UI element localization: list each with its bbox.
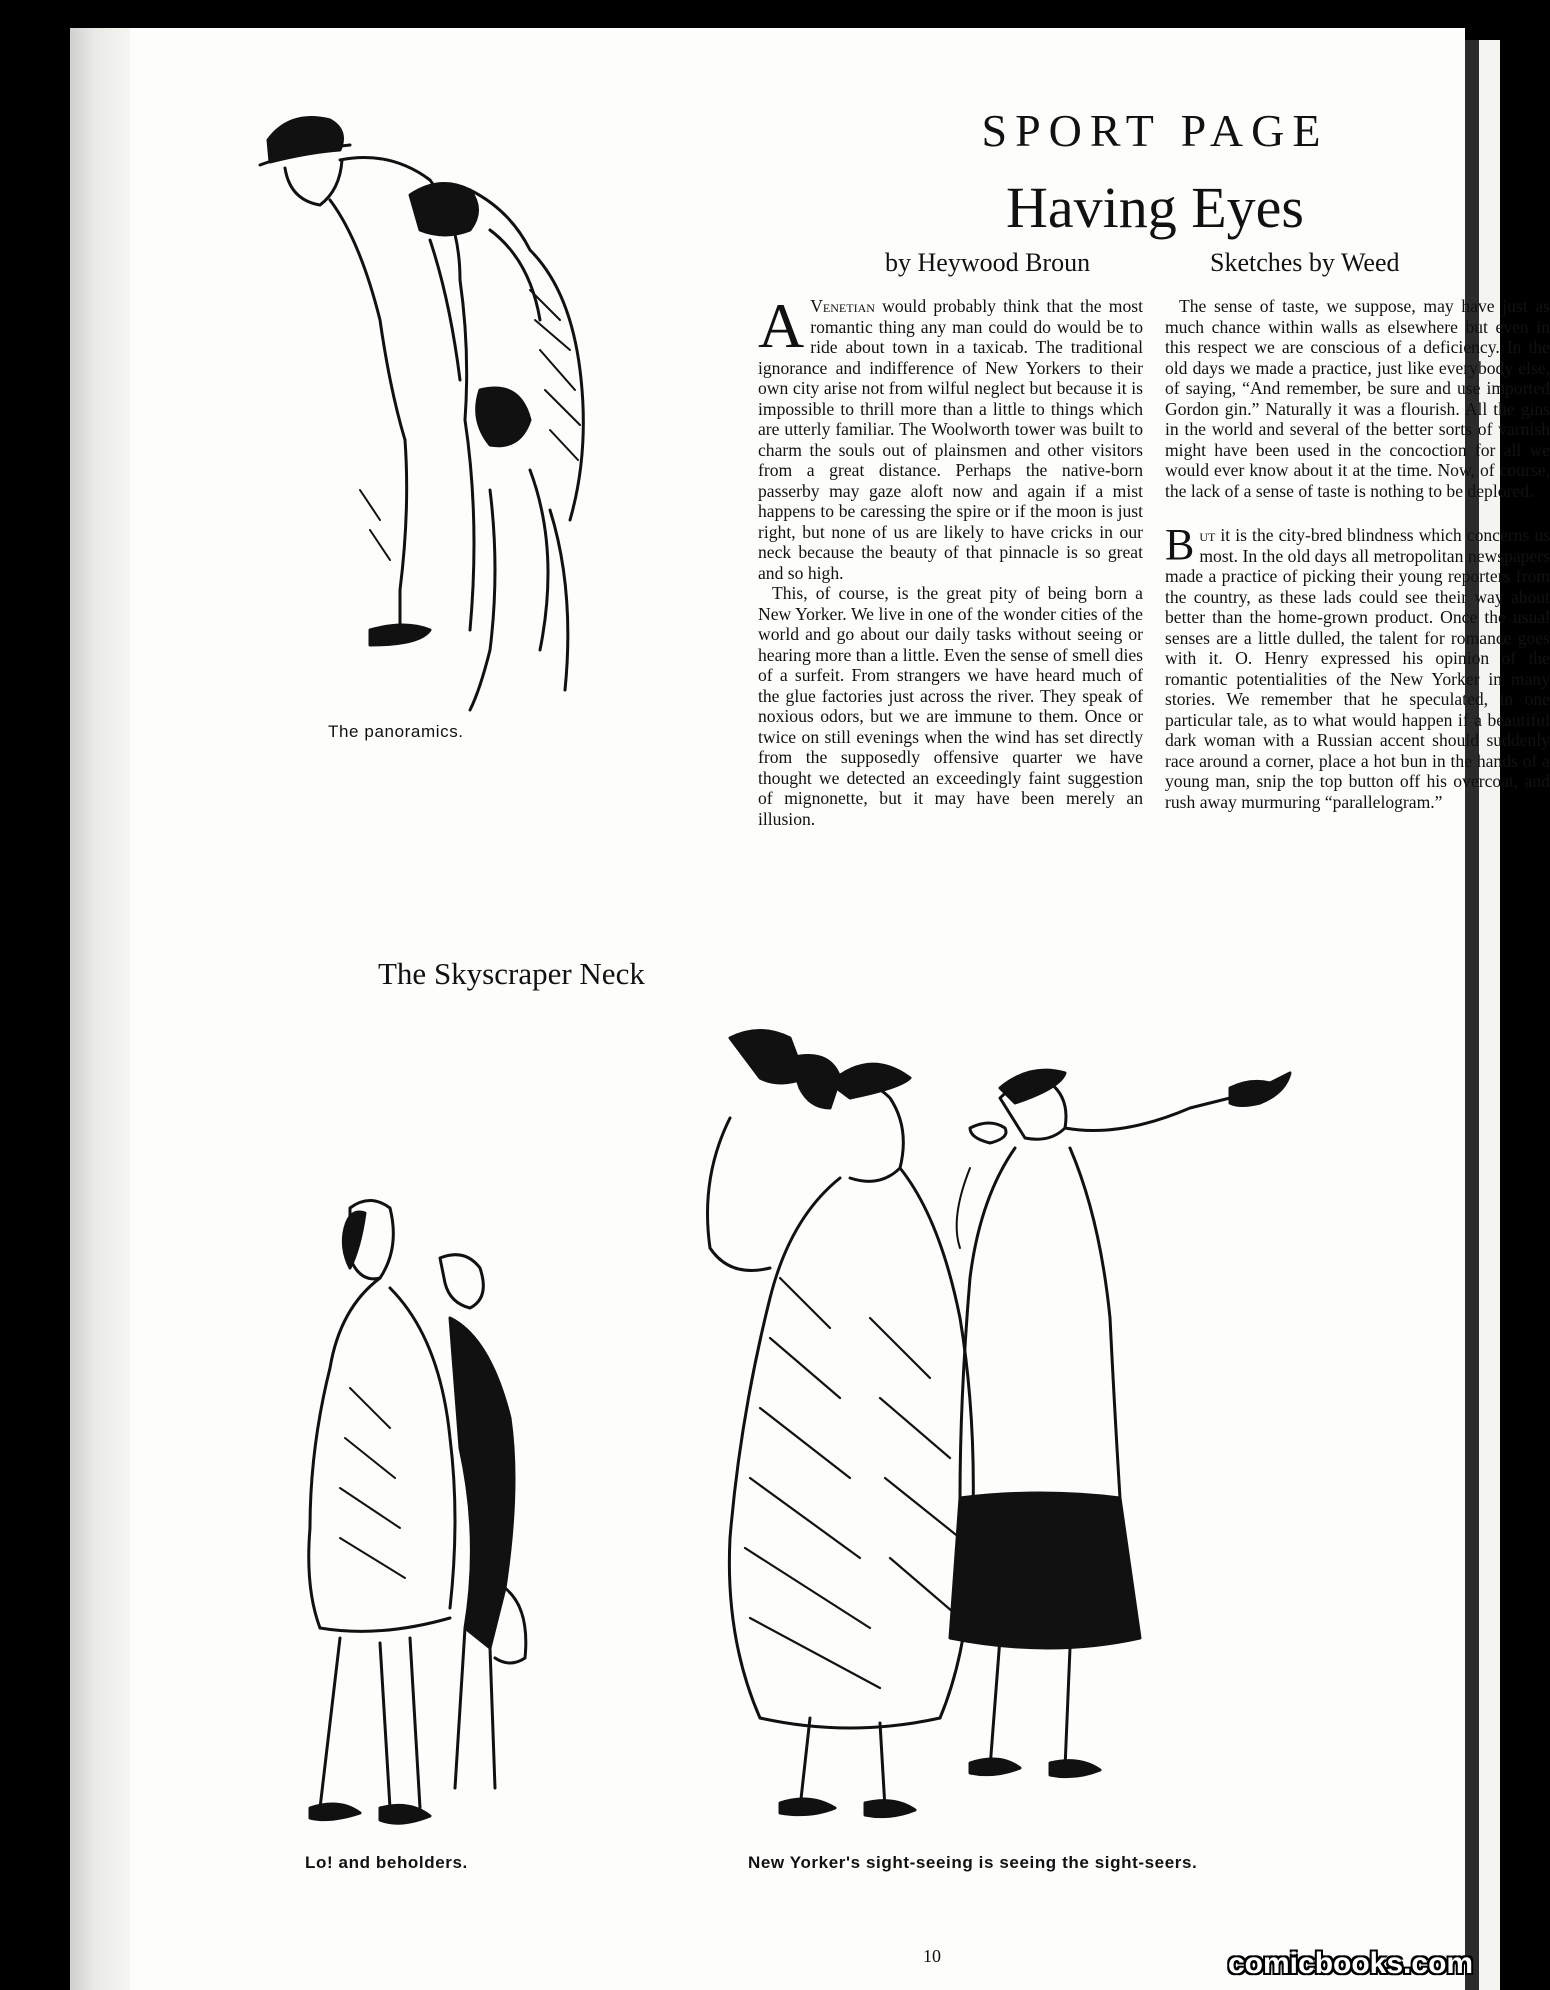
section-title: The Skyscraper Neck <box>378 956 645 991</box>
author-byline: by Heywood Broun <box>885 248 1091 277</box>
drop-cap: A <box>758 290 805 361</box>
beholders-caption: Lo! and beholders. <box>305 1853 468 1872</box>
section-kicker: SPORT PAGE <box>981 105 1329 156</box>
magazine-page <box>130 28 1550 1990</box>
panoramics-illustration <box>230 90 670 740</box>
page-edge-left <box>70 28 130 1990</box>
article-headline: Having Eyes <box>1006 175 1304 240</box>
watermark: comicbooks.com <box>1228 1947 1474 1980</box>
paragraph: A Venetian would probably think that the most romantic thing any man could do would be to ride about town in a taxicab. The traditional ignorance and indifference of New Yorkers to their own city arise not from wilful neglect but because it is impossible to thrill more than a little to things which are utterly familiar. The Woolworth tower was built to charm the souls out of plainsmen and other visitors from a great distance. Perhaps the native-born passerby may gaze aloft now and again if a mist happens to be caressing the spire or if the moon is just right, but none of us are likely to have cricks in our neck because the beauty of that pinnacle is so great and so high. <box>758 290 1143 583</box>
paragraph: This, of course, is the great pity of being born a New Yorker. We live in one of the wonder cities of the world and go about our daily tasks without seeing or hearing more than a little. Even the sense of smell dies of a surfeit. From strangers we have heard much of the glue factories just across the river. They speak of noxious odors, but we are immune to them. Once or twice on still evenings when the wind has set directly from the supposedly offensive quarter we have thought we detected an exceedingly faint suggestion of mignonette, but it may have been merely an illusion. <box>758 583 1143 829</box>
sightseers-illustration <box>670 1018 1390 1838</box>
paragraph: But it is the city-bred blindness which concerns us most. In the old days all metropolitan newspapers made a practice of picking their young reporters from the country, as these lads could see their way about better than the home-grown product. Once the usual senses are a little dulled, the talent for romance goes with it. O. Henry expressed his opinion of the romantic potentialities of the New Yorker in many stories. We remember that he speculated, in one particular tale, as to what would happen if a beautiful dark woman with a Russian accent should suddenly race around a corner, place a hot bun in the hands of a young man, snip the top button off his overcoat, and rush away murmuring “parallelogram.” <box>1165 520 1550 812</box>
drop-cap: B <box>1165 520 1195 569</box>
article-column-2 <box>1165 296 1550 812</box>
page-number: 10 <box>923 1946 941 1966</box>
panoramics-caption: The panoramics. <box>328 722 464 741</box>
sketch-credit: Sketches by Weed <box>1210 248 1400 277</box>
sightseeing-caption: New Yorker's sight-seeing is seeing the sight-seers. <box>748 1853 1198 1872</box>
article-column-1 <box>758 290 1143 829</box>
beholders-illustration <box>250 1188 590 1838</box>
paragraph: The sense of taste, we suppose, may have just as much chance within walls as elsewhere but even in this respect we are conscious of a deficiency. In the old days we made a practice, just like everybody else, of saying, “And remember, be sure and use imported Gordon gin.” Naturally it was a flourish. All the gins in the world and several of the better sorts of varnish might have been used in the concoction for all we would ever know about it at the time. Now, of course, the lack of a sense of taste is nothing to be deplored. <box>1165 296 1550 501</box>
